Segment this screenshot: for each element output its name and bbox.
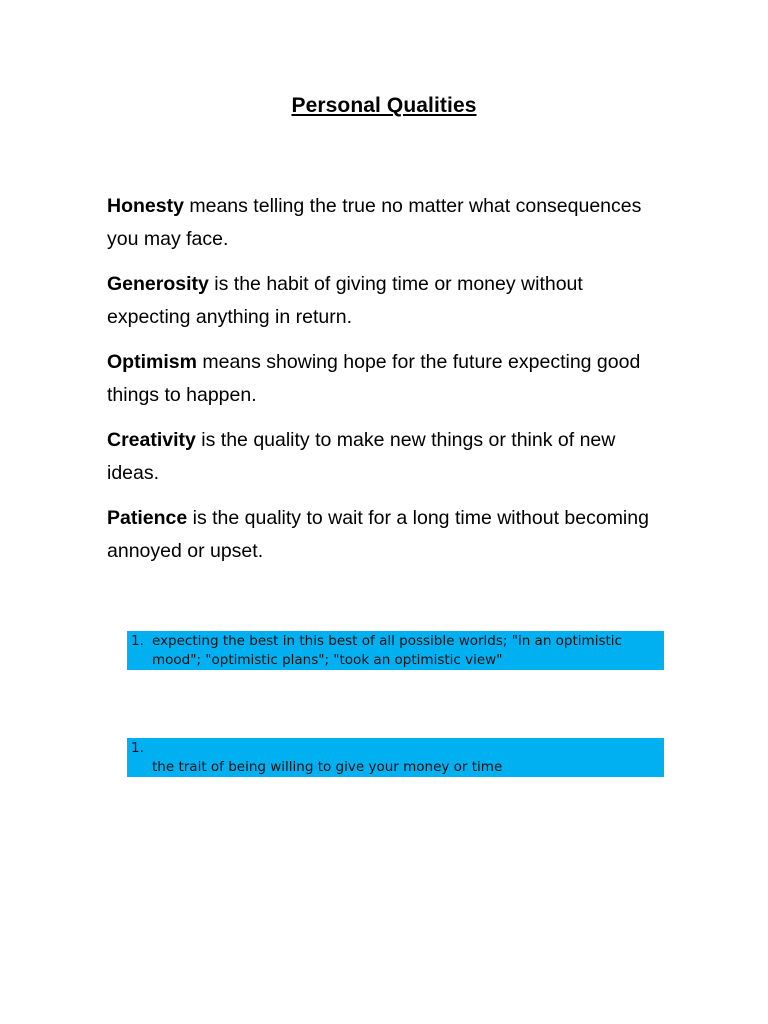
definition-creativity: [107, 424, 667, 490]
definition-generosity: [107, 268, 667, 334]
highlighted-box-generosity: [127, 738, 664, 777]
definition-text-creativity: is the quality to make new things or think of new ideas.: [107, 429, 616, 484]
highlighted-box-optimistic: [127, 631, 664, 670]
definition-honesty: [107, 190, 667, 256]
list-number: 1.: [131, 633, 144, 649]
term-creativity: Creativity: [107, 429, 196, 451]
definitions-list: [107, 190, 667, 580]
term-optimism: Optimism: [107, 351, 197, 373]
term-patience: Patience: [107, 507, 188, 529]
definition-text-generosity: is the habit of giving time or money without expecting anything in return.: [107, 273, 583, 328]
list-number: 1.: [131, 740, 144, 756]
definition-optimism: [107, 346, 667, 412]
term-generosity: Generosity: [107, 273, 209, 295]
box-list-item: [127, 631, 664, 670]
list-item-text: the trait of being willing to give your money or time: [152, 759, 503, 775]
document-title: Personal Qualities: [291, 94, 477, 117]
definition-text-patience: is the quality to wait for a long time without becoming annoyed or upset.: [107, 507, 649, 562]
list-item-text: expecting the best in this best of all possible worlds; "in an optimistic mood"; "optimistic plans"; "took an optimistic view": [152, 633, 622, 668]
definition-text-optimism: means showing hope for the future expecting good things to happen.: [107, 351, 641, 406]
definition-patience: [107, 502, 667, 568]
definition-text-honesty: means telling the true no matter what consequences you may face.: [107, 195, 642, 250]
term-honesty: Honesty: [107, 195, 184, 217]
